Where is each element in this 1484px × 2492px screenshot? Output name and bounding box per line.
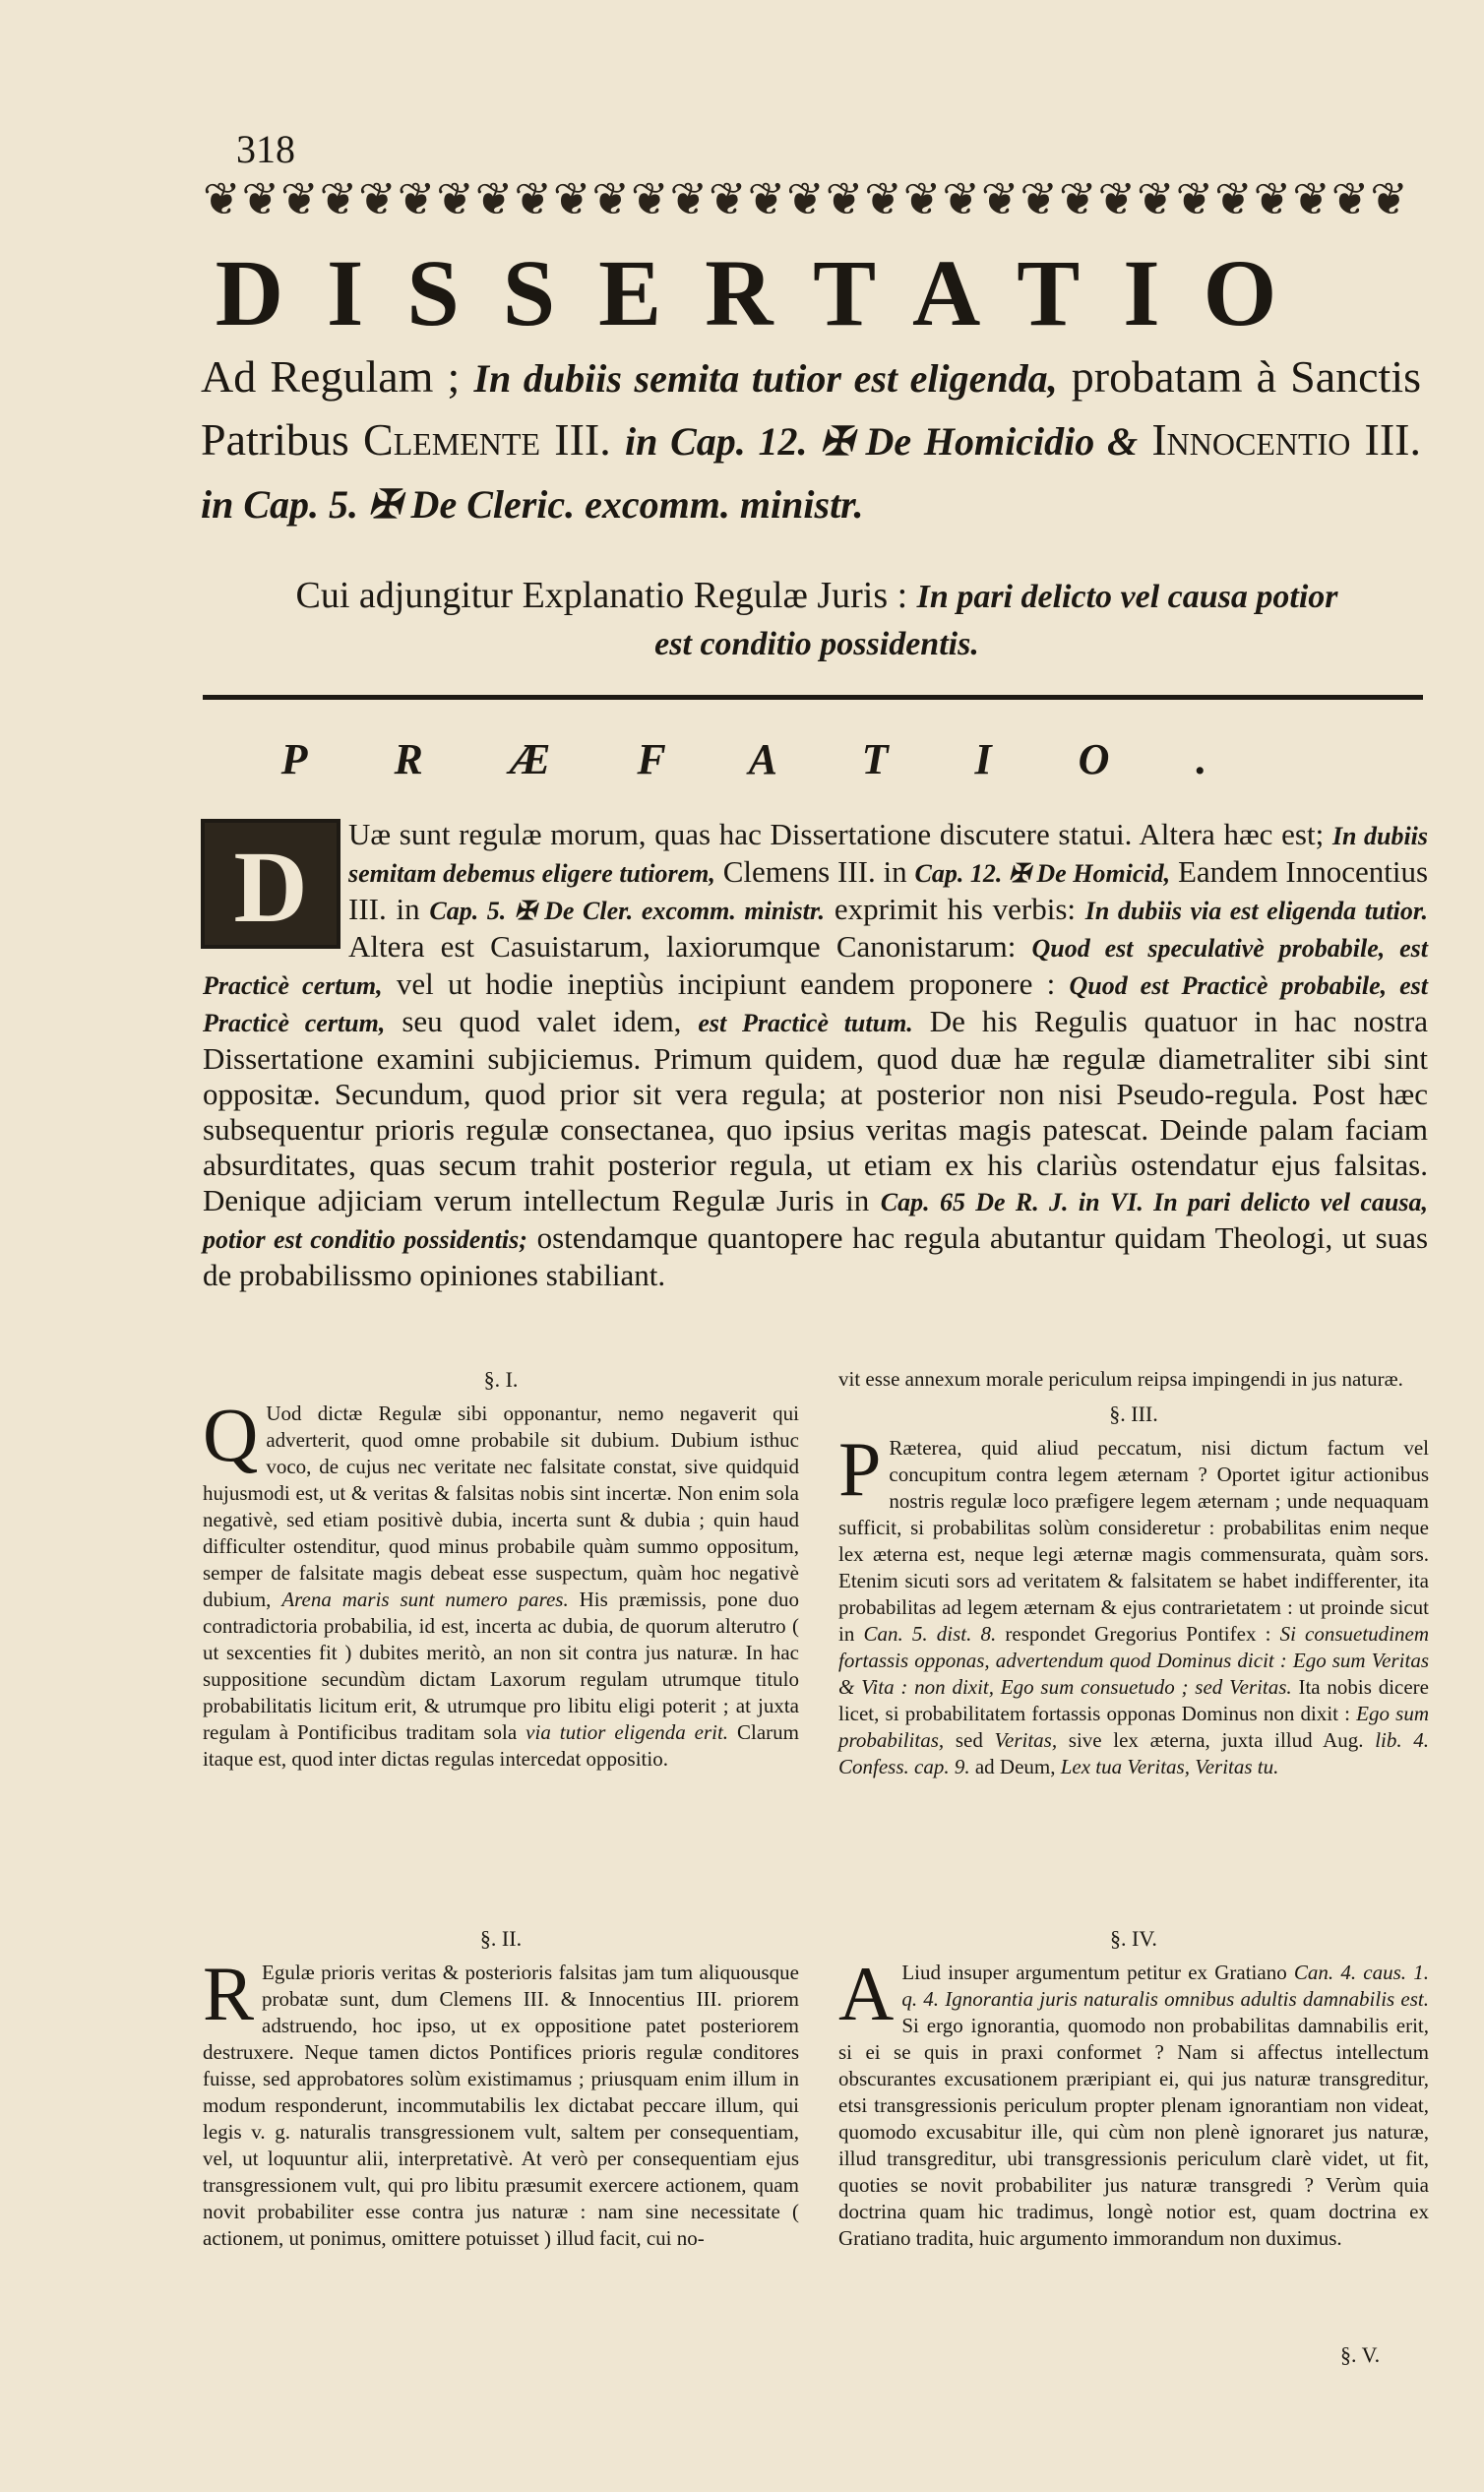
section-2 [203,1925,799,2252]
subtitle-italic: in Cap. 5. ✠ De Cleric. excomm. ministr. [201,482,864,527]
appendix-note [285,573,1348,667]
section-text: Uod dictæ Regulæ sibi opponantur, nemo negaverit qui adverterit, quod omne probabile sit dubium. Dubium isthuc voco, de cujus nec veritate nec falsitate constat, sive quidquid hujusmodi est, ut & veritas & falsitas nobis sint incertæ. Non enim sola negativè, sed etiam positivè dubia, incerta sunt & dubia ; quin haud difficulter ostenditur, quod minus probabile quàm summo oppositum, semper de falsitate magis debeat esse suspectum, quàm hoc negativè dubium, [203,1402,799,1611]
preface-text: exprimit his verbis: [834,892,1076,926]
section-italic: via tutior eligenda erit. [526,1720,729,1744]
section-text: Ita nobis dicere licet, si probabilitatem fortassis opponas Dominus non dixit : [838,1675,1430,1725]
section-text: respondet Gregorius Pontifex : [1005,1622,1271,1646]
preface-italic: Quod est speculativè probabile, est Practicè certum, [203,934,1429,1000]
section-text: Egulæ prioris veritas & posterioris falsitas jam tum aliquousque probatæ sunt, dum Clemens III. & Innocentius III. priorem adstruendo, hoc ipso, ut ex oppositione patet posteriorem destruxere. Neque tamen dictos Pontifices prioris regulæ conditores fuisse, sed approbatores solùm existimamus ; priusquam enim illum in modum responderunt, incommutabilis lex dictabat peccare illum, qui legis v. g. naturalis transgressionem vult, saltem per consequentiam, vel, ut loquuntur alii, interpretativè. At verò per consequentiam ejus transgressionem vult, qui pro libitu præsumit exercere actionem, quam novit probabiliter esse contra jus naturæ : nam sine necessitate ( actionem, ut ponimus, omittere potuisset ) illud facit, cui no- [203,1961,799,2250]
section-italic: Si consuetudinem fortassis opponas, advertendum quod Dominus dicit : Ego sum Veritas & Vita : non dixit, Ego sum consuetudo ; sed Veritas. [838,1622,1430,1699]
section-italic: Veritas, [994,1728,1058,1752]
subtitle [201,346,1421,535]
preface-italic: Cap. 5. ✠ De Cler. excomm. ministr. [429,897,826,925]
preface-text: vel ut hodie ineptiùs incipiunt eandem proponere : [396,966,1056,1001]
catchword: §. V. [1340,2342,1381,2367]
section-3-initial: P [838,1426,882,1512]
section-italic: lib. 4. Confess. cap. 9. [838,1728,1430,1778]
preface-text: seu quod valet idem, [402,1004,682,1038]
section-italic: Lex tua Veritas, Veritas tu. [1060,1755,1279,1778]
drop-cap-initial: D [201,819,340,949]
section-text: Clarum itaque est, quod inter dictas regulas intercedat oppositio. [203,1720,800,1771]
preface-italic: est Practicè tutum. [698,1009,913,1037]
subtitle-name: Clemente III. [363,414,611,465]
subtitle-italic: in Cap. 12. ✠ De Homicidio & [624,419,1139,464]
section-italic: Ego sum probabilitas, [838,1702,1429,1752]
appendix-note-italic: In pari delicto vel causa potior est conditio possidentis. [654,579,1338,662]
section-text: sive lex æterna, juxta illud Aug. [1068,1728,1364,1752]
section-italic: Can. 4. caus. 1. q. 4. Ignorantia juris naturalis omnibus adultis damnabilis est. [901,1961,1430,2011]
preface-text: Clemens III. in [722,854,907,889]
section-text: Liud insuper argumentum petitur ex Gratiano [901,1961,1287,1984]
subtitle-italic: In dubiis semita tutior est eligenda, [473,356,1058,401]
subtitle-name: Innocentio III. [1151,414,1422,465]
section-1-initial: Q [203,1392,259,1477]
preface-text: Uæ sunt regulæ morum, quas hac Dissertatione discutere statui. Altera hæc est; [348,817,1325,851]
section-heading-praefatio: PRÆFATIO. [280,735,1294,783]
preface-text: Altera est Casuistarum, laxiorumque Canonistarum: [348,929,1017,964]
section-italic: Arena maris sunt numero pares. [281,1588,569,1611]
section-text: Si ergo ignorantia, quomodo non probabilitas damnabilis erit, si ei se quis in praxi conformet ? Nam si affectus intellectum obscurantes excusationem præripiant ei, qui jus naturæ transgreditur, etsi transgressionis periculum propter plenam ignorantiam non videat, quomodo excusabitur ille, qui cùm non plenè ignoraret jus naturæ, illud transgreditur, ubi transgressionis periculum clarè videt, ut fit, quoties se novit probabiliter jus naturæ transgredi ? Verùm quia doctrina quam hic tradimus, longè notior est, quam doctrina ex Gratiano tradita, huic argumento immorandum non duximus. [838,2014,1429,2250]
section-1-heading: §. I. [483,1367,519,1392]
preface-italic: In dubiis semitam debemus eligere tutiorem, [348,822,1429,888]
section-2-heading: §. II. [479,1926,523,1951]
section-text: His præmissis, pone duo contradictoria probabilia, id est, incerta ac dubia, de quorum alterutro ( ut sexcenties fit ) dubites meritò, an non sit contra jus naturæ. In hac suppositione secundùm dictam Laxorum regulam utrumque titulo probabilitatis licitum erit, & utrumque pro libitu eligi poterit ; at juxta regulam à Pontificibus traditam sola [203,1588,800,1744]
preface-italic: Cap. 65 De R. J. in VI. In pari delicto vel causa, potior est conditio possidentis; [203,1188,1428,1254]
section-1 [203,1366,799,1773]
page-title: DISSERTATIO [215,240,1321,345]
section-4-heading: §. IV. [1110,1926,1157,1951]
section-text: ad Deum, [974,1755,1056,1778]
section-3 [838,1366,1429,1780]
column-continuation: vit esse annexum morale periculum reipsa impingendi in jus naturæ. [838,1367,1403,1391]
section-text: Ræterea, quid aliud peccatum, nisi dictum factum vel concupitum contra legem æternam ? Oportet igitur actionibus nostris regulæ loco præfigere legem æternam ; unde nequaquam sufficit, si probabilitas solùm consideretur : probabilitas enim neque lex æterna est, neque legi æternæ magis commensurata, quàm sors. Etenim sicuti sors ad veritatem & falsitatem se habet indifferenter, ita probabilitas ad legem æternam & ejus contrarietatem : ut proinde sicut in [838,1436,1429,1646]
section-4 [838,1925,1429,2252]
section-3-heading: §. III. [1109,1402,1158,1426]
preface-italic: Cap. 12. ✠ De Homicid, [914,859,1171,888]
preface-text: ostendamque quantopere hac regula abutantur quidam Theologi, ut suas de probabilissmo opiniones stabiliant. [203,1220,1429,1292]
preface-text: Eandem Innocentius III. in [348,854,1429,926]
subtitle-part: Ad Regulam ; [201,351,461,402]
appendix-note-text: Cui adjungitur Explanatio Regulæ Juris : [295,575,908,616]
section-text: sed [955,1728,983,1752]
section-2-initial: R [203,1951,255,2036]
section-4-initial: A [838,1951,895,2036]
ornament-band: ❦❦❦❦❦❦❦❦❦❦❦❦❦❦❦❦❦❦❦❦❦❦❦❦❦❦❦❦❦❦❦ [203,174,1409,224]
subtitle-part: probatam à Sanctis Patribus [201,351,1422,465]
divider [203,695,1423,700]
preface-text: De his Regulis quatuor in hac nostra Dissertatione examini subjiciemus. Primum quidem, quod duæ hæ regulæ diametraliter sibi sint oppositæ. Secundum, quod prior sit vera regula; at posterior non nisi Pseudo-regula. Post hæc subsequentur prioris regulæ consectanea, quo ipsius veritas magis patescat. Deinde palam faciam absurditates, quas secum trahit posterior regula, ut etiam ex his clariùs ostendatur ejus falsitas. Denique adjiciam verum intellectum Regulæ Juris in [203,1004,1428,1217]
preface-italic: In dubiis via est eligenda tutior. [1084,897,1429,925]
page-number: 318 [236,127,295,171]
preface-italic: Quod est Practicè probabile, est Practicè certum, [203,971,1428,1037]
preface-paragraph [203,817,1428,1293]
section-italic: Can. 5. dist. 8. [863,1622,997,1646]
